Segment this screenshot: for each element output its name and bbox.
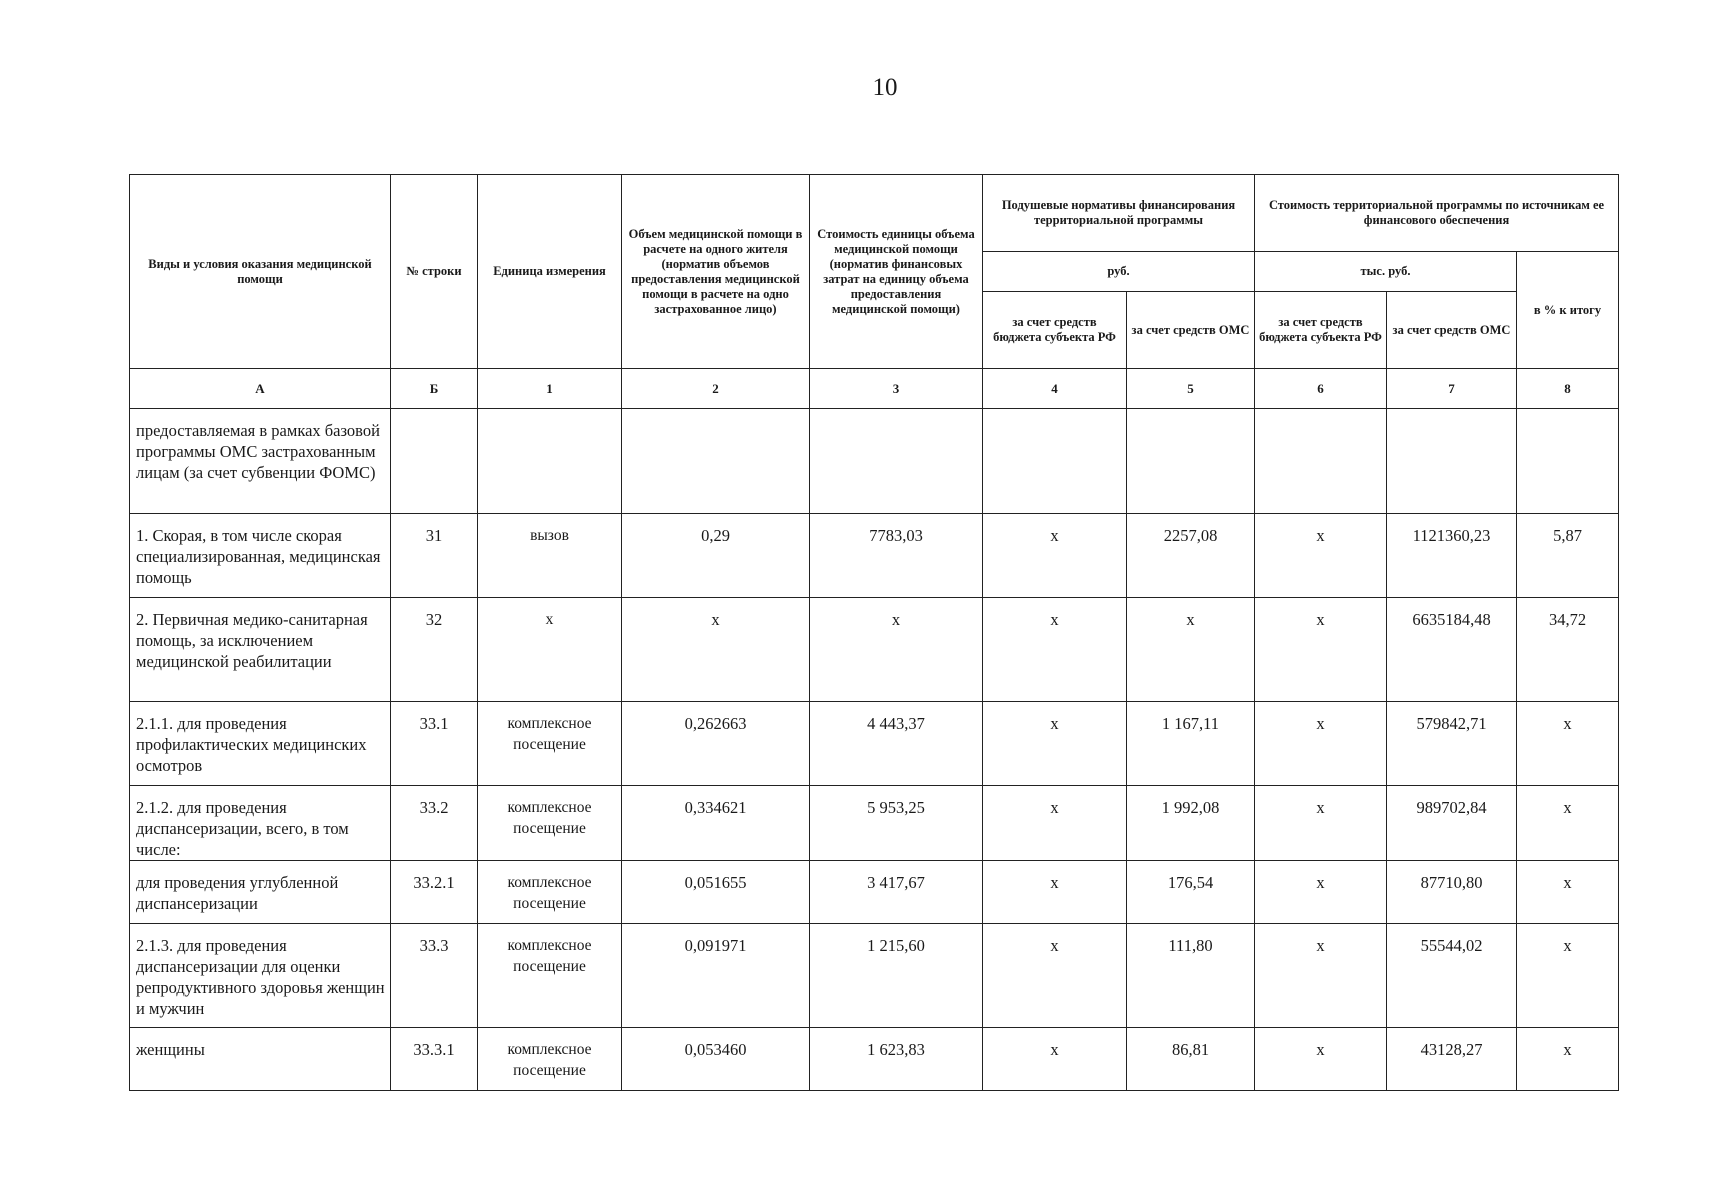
- row-cost: 7783,03: [810, 514, 983, 598]
- row-name: предоставляемая в рамках базовой программы ОМС застрахованным лицам (за счет субвенции ФОМС): [130, 409, 391, 514]
- row-pc-budget: х: [983, 702, 1127, 786]
- row-percent: х: [1517, 702, 1619, 786]
- row-pc-budget: х: [983, 514, 1127, 598]
- row-volume: 0,334621: [622, 786, 810, 861]
- row-line: 33.1: [391, 702, 478, 786]
- row-cost: 4 443,37: [810, 702, 983, 786]
- row-cost: х: [810, 598, 983, 702]
- row-unit: комплексное посещение: [478, 786, 622, 861]
- header-per-capita-oms: за счет средств ОМС: [1127, 292, 1255, 369]
- row-line: 33.3.1: [391, 1028, 478, 1091]
- row-unit: комплексное посещение: [478, 1028, 622, 1091]
- row-percent: [1517, 409, 1619, 514]
- row-name: женщины: [130, 1028, 391, 1091]
- column-number: 1: [478, 369, 622, 409]
- row-pc-oms: 176,54: [1127, 861, 1255, 924]
- row-name: 2.1.2. для проведения диспансеризации, всего, в том числе:: [130, 786, 391, 861]
- row-pc-oms: 86,81: [1127, 1028, 1255, 1091]
- row-unit: вызов: [478, 514, 622, 598]
- row-tc-budget: [1255, 409, 1387, 514]
- column-number: 7: [1387, 369, 1517, 409]
- row-percent: х: [1517, 786, 1619, 861]
- header-thous-rub: тыс. руб.: [1255, 252, 1517, 292]
- column-number: 8: [1517, 369, 1619, 409]
- row-tc-oms: [1387, 409, 1517, 514]
- row-line: 31: [391, 514, 478, 598]
- column-number-row: [130, 369, 1619, 409]
- row-percent: х: [1517, 1028, 1619, 1091]
- header-program-cost-group: Стоимость территориальной программы по источникам ее финансового обеспечения: [1255, 175, 1619, 252]
- column-number: 6: [1255, 369, 1387, 409]
- row-tc-budget: х: [1255, 598, 1387, 702]
- row-percent: 34,72: [1517, 598, 1619, 702]
- row-pc-budget: х: [983, 598, 1127, 702]
- row-tc-oms: 579842,71: [1387, 702, 1517, 786]
- row-unit: [478, 409, 622, 514]
- header-percent-total: в % к итогу: [1517, 252, 1619, 369]
- row-pc-oms: 1 992,08: [1127, 786, 1255, 861]
- row-tc-oms: 55544,02: [1387, 924, 1517, 1028]
- row-pc-oms: [1127, 409, 1255, 514]
- column-number: 2: [622, 369, 810, 409]
- row-volume: 0,051655: [622, 861, 810, 924]
- header-cost-budget: за счет средств бюджета субъекта РФ: [1255, 292, 1387, 369]
- row-unit: комплексное посещение: [478, 702, 622, 786]
- row-line: 33.2: [391, 786, 478, 861]
- row-volume: 0,091971: [622, 924, 810, 1028]
- header-rub: руб.: [983, 252, 1255, 292]
- row-name: 2.1.3. для проведения диспансеризации для оценки репродуктивного здоровья женщин и мужчин: [130, 924, 391, 1028]
- header-unit-cost: Стоимость единицы объема медицинской помощи (норматив финансовых затрат на единицу объема предоставления медицинской помощи): [810, 175, 983, 369]
- row-volume: [622, 409, 810, 514]
- row-tc-oms: 87710,80: [1387, 861, 1517, 924]
- row-name: 2. Первичная медико-санитарная помощь, за исключением медицинской реабилитации: [130, 598, 391, 702]
- row-tc-oms: 989702,84: [1387, 786, 1517, 861]
- row-tc-oms: 43128,27: [1387, 1028, 1517, 1091]
- header-volume: Объем медицинской помощи в расчете на одного жителя (норматив объемов предоставления медицинской помощи в расчете на одно застрахованное лицо): [622, 175, 810, 369]
- row-pc-budget: [983, 409, 1127, 514]
- row-pc-budget: х: [983, 924, 1127, 1028]
- row-percent: х: [1517, 861, 1619, 924]
- row-tc-budget: х: [1255, 1028, 1387, 1091]
- row-tc-budget: х: [1255, 702, 1387, 786]
- row-cost: 3 417,67: [810, 861, 983, 924]
- row-volume: х: [622, 598, 810, 702]
- column-number: Б: [391, 369, 478, 409]
- table-row: [130, 1028, 1619, 1091]
- table-row: [130, 409, 1619, 514]
- row-tc-budget: х: [1255, 786, 1387, 861]
- row-tc-oms: 1121360,23: [1387, 514, 1517, 598]
- row-percent: х: [1517, 924, 1619, 1028]
- row-cost: [810, 409, 983, 514]
- medical-care-table: [129, 174, 1619, 1091]
- row-tc-budget: х: [1255, 924, 1387, 1028]
- header-line-number: № строки: [391, 175, 478, 369]
- header-unit: Единица измерения: [478, 175, 622, 369]
- header-per-capita-group: Подушевые нормативы финансирования территориальной программы: [983, 175, 1255, 252]
- column-number: А: [130, 369, 391, 409]
- table-row: [130, 861, 1619, 924]
- row-pc-oms: х: [1127, 598, 1255, 702]
- row-tc-budget: х: [1255, 514, 1387, 598]
- row-name: 2.1.1. для проведения профилактических медицинских осмотров: [130, 702, 391, 786]
- row-percent: 5,87: [1517, 514, 1619, 598]
- table-row: [130, 786, 1619, 861]
- row-line: 32: [391, 598, 478, 702]
- table-row: [130, 702, 1619, 786]
- row-unit: комплексное посещение: [478, 924, 622, 1028]
- row-line: 33.2.1: [391, 861, 478, 924]
- column-number: 5: [1127, 369, 1255, 409]
- header-care-types: Виды и условия оказания медицинской помощи: [130, 175, 391, 369]
- row-name: 1. Скорая, в том числе скорая специализированная, медицинская помощь: [130, 514, 391, 598]
- row-name: для проведения углубленной диспансеризации: [130, 861, 391, 924]
- row-line: [391, 409, 478, 514]
- row-tc-oms: 6635184,48: [1387, 598, 1517, 702]
- page-number: 10: [872, 74, 898, 101]
- row-tc-budget: х: [1255, 861, 1387, 924]
- row-pc-budget: х: [983, 861, 1127, 924]
- table-row: [130, 514, 1619, 598]
- row-pc-oms: 111,80: [1127, 924, 1255, 1028]
- header-per-capita-budget: за счет средств бюджета субъекта РФ: [983, 292, 1127, 369]
- table-row: [130, 924, 1619, 1028]
- header-cost-oms: за счет средств ОМС: [1387, 292, 1517, 369]
- row-unit: комплексное посещение: [478, 861, 622, 924]
- table-row: [130, 598, 1619, 702]
- row-pc-oms: 2257,08: [1127, 514, 1255, 598]
- row-unit: х: [478, 598, 622, 702]
- row-line: 33.3: [391, 924, 478, 1028]
- row-volume: 0,053460: [622, 1028, 810, 1091]
- row-volume: 0,262663: [622, 702, 810, 786]
- row-pc-oms: 1 167,11: [1127, 702, 1255, 786]
- column-number: 4: [983, 369, 1127, 409]
- row-cost: 1 623,83: [810, 1028, 983, 1091]
- row-cost: 5 953,25: [810, 786, 983, 861]
- row-pc-budget: х: [983, 1028, 1127, 1091]
- row-cost: 1 215,60: [810, 924, 983, 1028]
- column-number: 3: [810, 369, 983, 409]
- row-pc-budget: х: [983, 786, 1127, 861]
- row-volume: 0,29: [622, 514, 810, 598]
